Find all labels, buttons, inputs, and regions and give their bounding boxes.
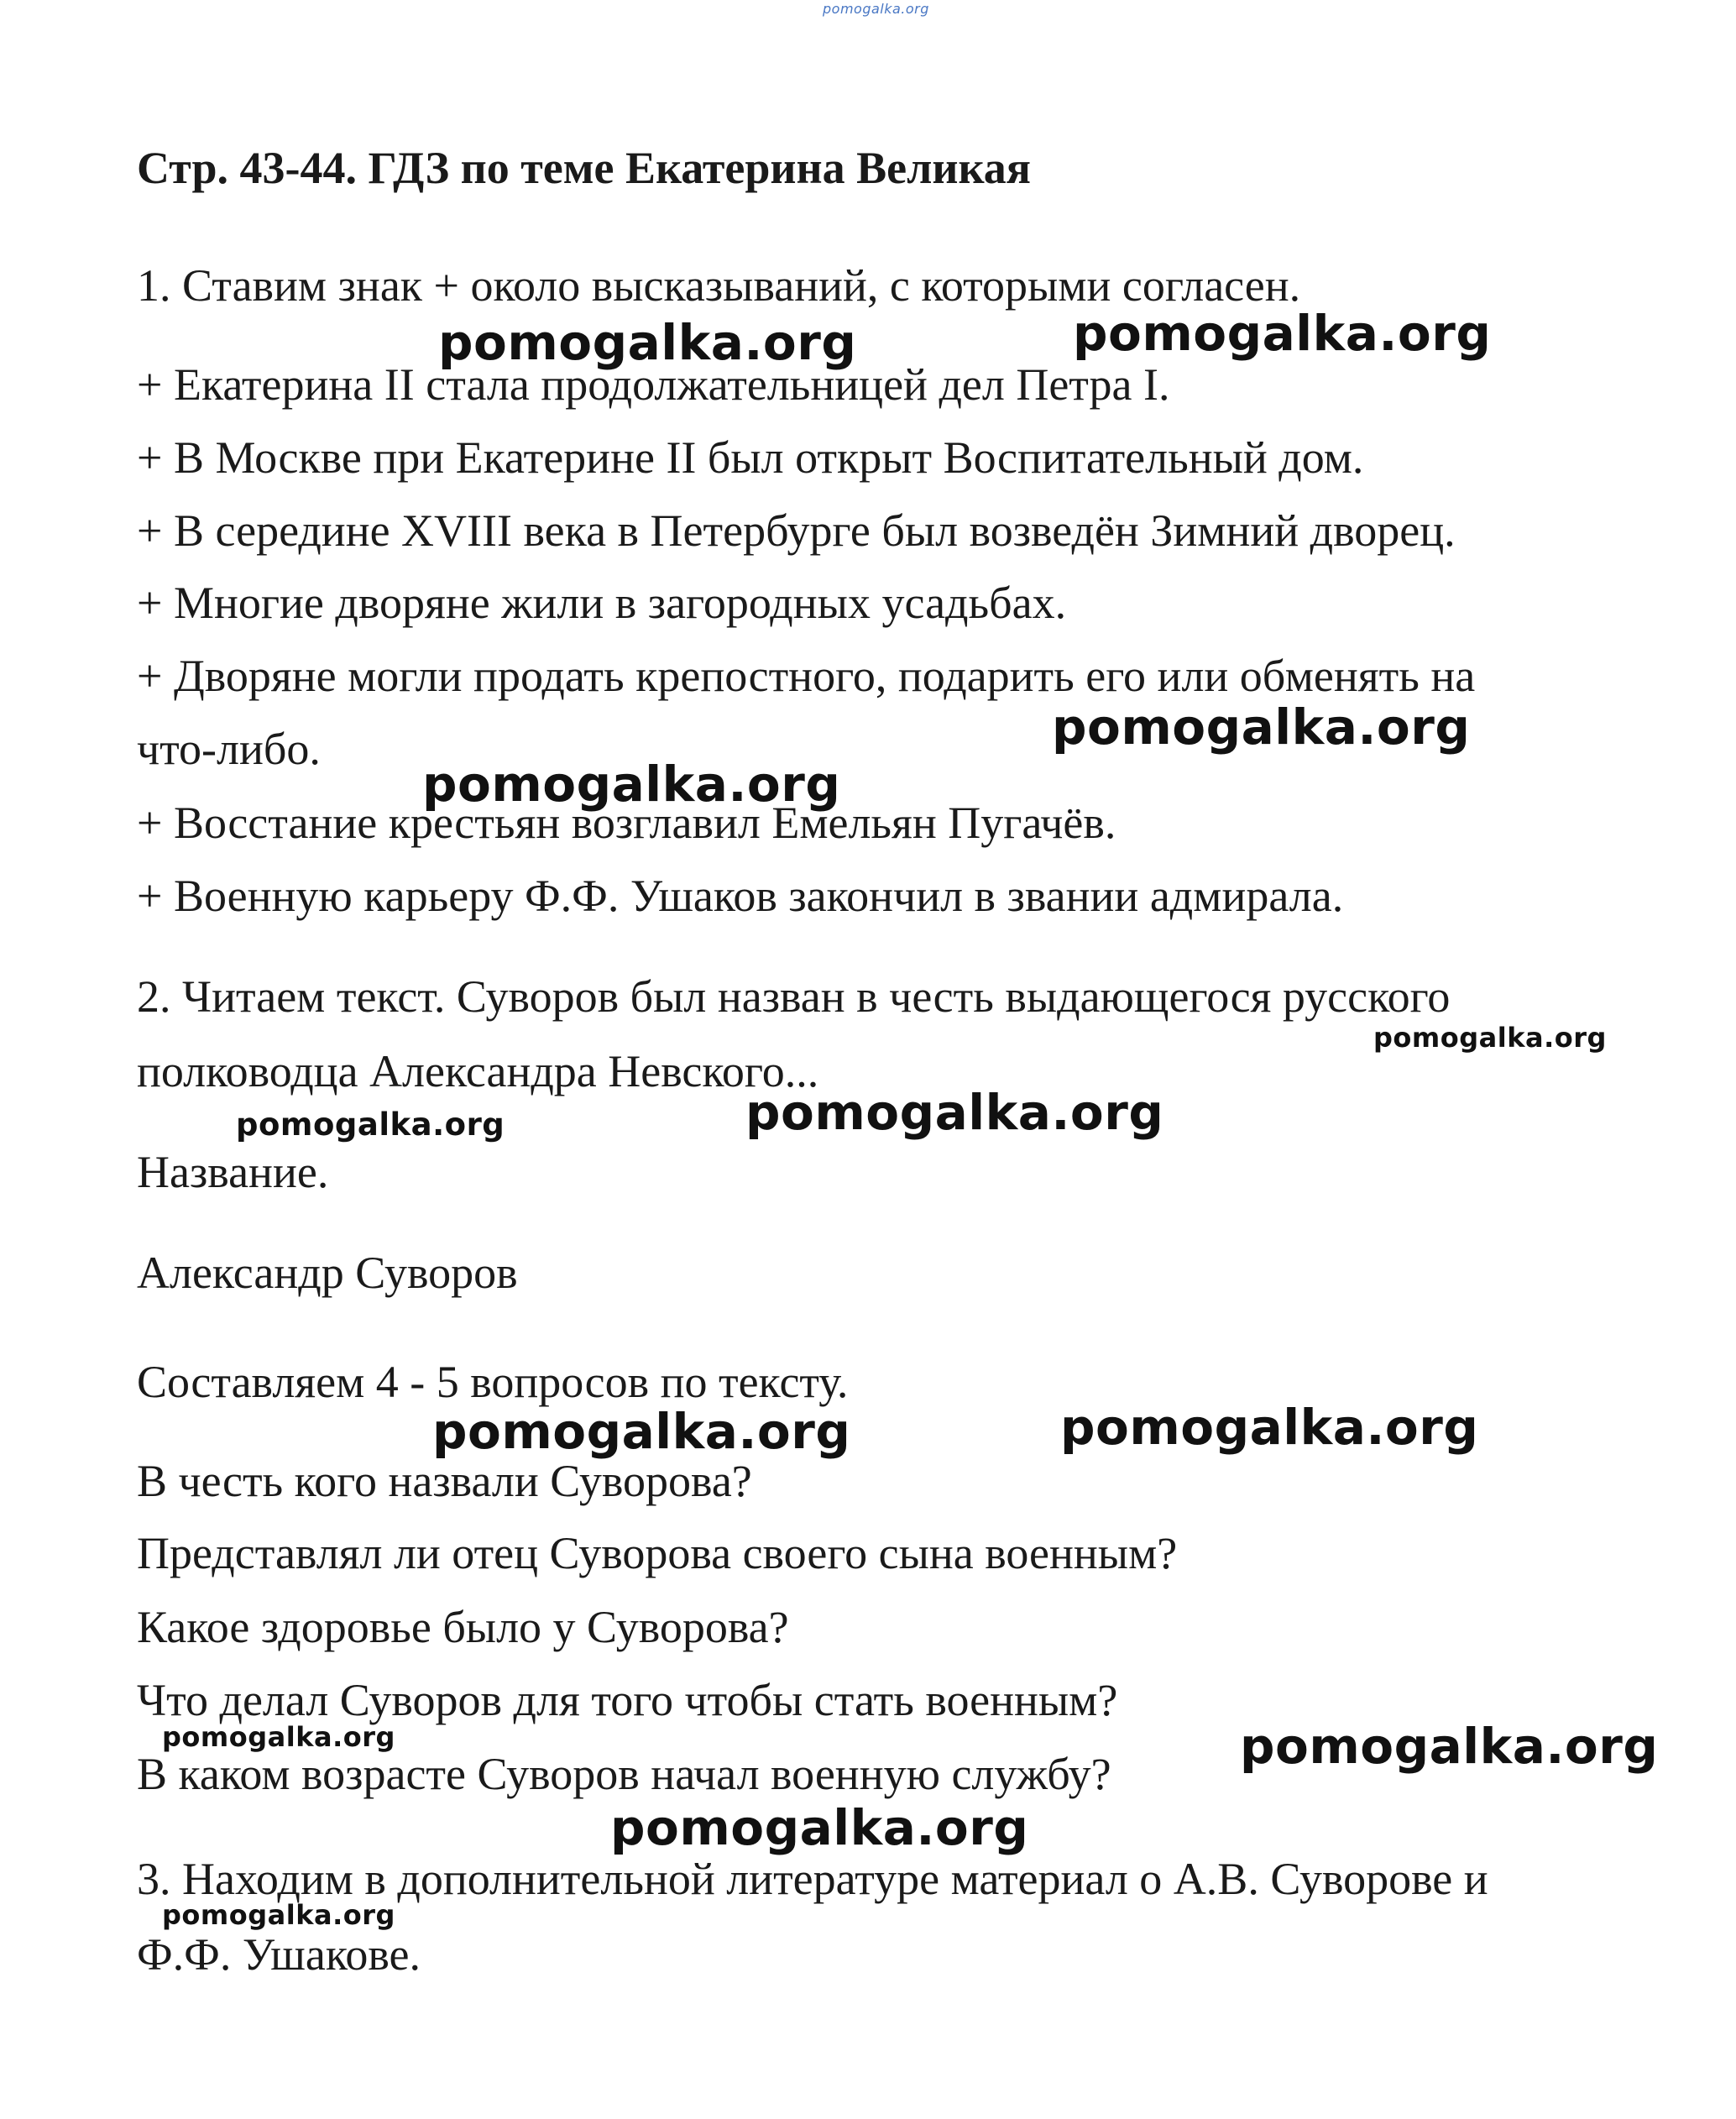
task1-item: + В Москве при Екатерине II был открыт Воспитательный дом. bbox=[137, 432, 1364, 483]
watermark: pomogalka.org bbox=[1052, 698, 1471, 756]
task2-questions-heading: Составляем 4 - 5 вопросов по тексту. bbox=[137, 1357, 849, 1407]
task1-item: что-либо. bbox=[137, 724, 321, 774]
watermark: pomogalka.org bbox=[438, 314, 857, 371]
watermark: pomogalka.org bbox=[745, 1084, 1164, 1141]
watermark: pomogalka.org bbox=[1073, 305, 1492, 362]
task1-item: + Екатерина II стала продолжательницей дел Петра I. bbox=[137, 359, 1170, 410]
task2-line: полководца Александра Невского... bbox=[137, 1046, 819, 1096]
task2-question: Какое здоровье было у Суворова? bbox=[137, 1602, 789, 1652]
task2-question: В честь кого назвали Суворова? bbox=[137, 1456, 752, 1506]
task1-item: + Восстание крестьян возглавил Емельян Пугачёв. bbox=[137, 798, 1116, 848]
page-title: Стр. 43-44. ГДЗ по теме Екатерина Великая bbox=[137, 143, 1032, 193]
task1-item: + Дворяне могли продать крепостного, подарить его или обменять на bbox=[137, 651, 1476, 701]
watermark: pomogalka.org bbox=[162, 1721, 395, 1753]
task1-item: + Военную карьеру Ф.Ф. Ушаков закончил в звании адмирала. bbox=[137, 871, 1344, 921]
task1-item: + В середине XVIII века в Петербурге был возведён Зимний дворец. bbox=[137, 505, 1456, 556]
task2-question: Что делал Суворов для того чтобы стать военным? bbox=[137, 1675, 1118, 1725]
watermark: pomogalka.org bbox=[1240, 1718, 1659, 1775]
watermark: pomogalka.org bbox=[1373, 1022, 1607, 1054]
header-watermark: pomogalka.org bbox=[823, 1, 929, 17]
task2-title-value: Александр Суворов bbox=[137, 1248, 518, 1298]
watermark: pomogalka.org bbox=[432, 1403, 851, 1460]
watermark: pomogalka.org bbox=[422, 756, 841, 813]
task3-line: Ф.Ф. Ушакове. bbox=[137, 1929, 421, 1980]
watermark: pomogalka.org bbox=[610, 1799, 1029, 1856]
task1-heading: 1. Ставим знак + около высказываний, с которыми согласен. bbox=[137, 260, 1301, 311]
task3-line: 3. Находим в дополнительной литературе материал о А.В. Суворове и bbox=[137, 1854, 1488, 1904]
task1-item: + Многие дворяне жили в загородных усадьбах. bbox=[137, 578, 1067, 628]
task2-question: В каком возрасте Суворов начал военную службу? bbox=[137, 1749, 1111, 1799]
task2-line: 2. Читаем текст. Суворов был назван в честь выдающегося русского bbox=[137, 971, 1451, 1022]
watermark: pomogalka.org bbox=[236, 1107, 505, 1143]
task2-question: Представлял ли отец Суворова своего сына военным? bbox=[137, 1528, 1178, 1578]
task2-title-label: Название. bbox=[137, 1147, 329, 1197]
watermark: pomogalka.org bbox=[1060, 1399, 1479, 1456]
watermark: pomogalka.org bbox=[162, 1899, 395, 1931]
